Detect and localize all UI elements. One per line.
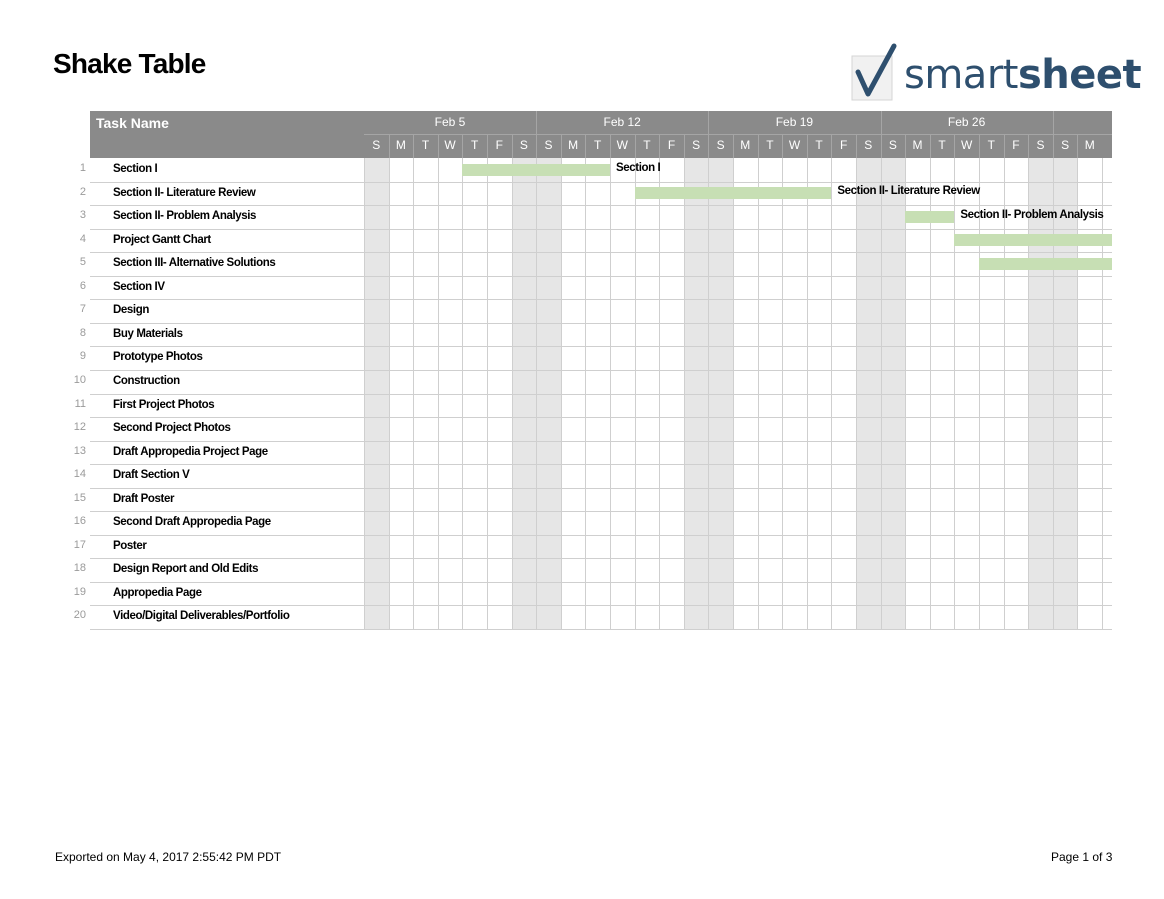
day-letter: T (471, 138, 479, 152)
day-separator (561, 135, 562, 158)
day-separator (487, 135, 488, 158)
day-separator (1004, 135, 1005, 158)
day-letter: M (568, 138, 579, 152)
table-row[interactable] (60, 511, 364, 535)
logo-text-sheet: sheet (1017, 52, 1142, 98)
day-separator (979, 135, 980, 158)
task-name: Project Gantt Chart (113, 233, 211, 246)
row-number: 15 (73, 491, 86, 504)
page-indicator: Page 1 of 3 (1051, 850, 1113, 864)
row-number: 3 (79, 209, 86, 222)
table-row[interactable] (60, 394, 364, 418)
row-number: 9 (79, 350, 86, 363)
table-row[interactable] (60, 205, 364, 229)
day-letter: W (788, 138, 801, 152)
task-name: Draft Poster (113, 492, 175, 505)
task-name: Video/Digital Deliverables/Portfolio (113, 610, 290, 623)
day-letter: T (594, 138, 602, 152)
day-separator (954, 135, 955, 158)
day-letter: T (815, 138, 823, 152)
row-number: 8 (79, 326, 86, 339)
logo-text-smart: smart (904, 52, 1018, 98)
gantt-bar[interactable] (979, 258, 1112, 270)
day-letter: S (519, 138, 528, 152)
day-letter: M (912, 138, 923, 152)
table-row[interactable] (60, 582, 364, 606)
row-number: 4 (79, 232, 86, 245)
table-row[interactable] (60, 535, 364, 559)
week-label: Feb 26 (947, 115, 986, 129)
row-number: 20 (73, 609, 86, 622)
table-row[interactable] (60, 229, 364, 253)
task-name: First Project Photos (113, 398, 215, 411)
table-row[interactable] (60, 252, 364, 276)
week-label: Feb 5 (434, 115, 466, 129)
day-letter: F (840, 138, 848, 152)
day-letter: S (544, 138, 553, 152)
day-letter: S (372, 138, 381, 152)
day-separator (413, 135, 414, 158)
day-letter: M (395, 138, 406, 152)
row-number: 6 (79, 279, 86, 292)
task-name: Buy Materials (113, 327, 183, 340)
day-separator (831, 135, 832, 158)
day-letter: F (667, 138, 676, 152)
row-number: 12 (73, 421, 86, 434)
day-separator (905, 135, 906, 158)
task-name: Section III- Alternative Solutions (113, 257, 276, 270)
day-letter: W (961, 138, 973, 152)
day-letter: F (495, 138, 503, 152)
gantt-bar-label: Section II- Literature Review (837, 185, 980, 198)
day-letter: S (692, 138, 701, 152)
day-letter: T (938, 138, 946, 152)
task-name: Section IV (113, 280, 165, 293)
day-separator (1077, 135, 1078, 158)
day-separator (635, 135, 636, 158)
row-number: 1 (79, 162, 86, 174)
table-row[interactable] (60, 441, 364, 465)
task-name: Prototype Photos (113, 351, 203, 364)
day-separator (758, 135, 759, 158)
row-number: 13 (73, 444, 86, 457)
day-letter: T (987, 138, 995, 152)
table-row[interactable] (60, 558, 364, 582)
task-name: Draft Section V (113, 469, 190, 482)
day-letter: T (421, 138, 430, 152)
day-letter: M (1084, 138, 1095, 152)
task-name: Design (113, 304, 149, 317)
row-number: 5 (79, 256, 86, 269)
day-letter: T (643, 138, 651, 152)
row-number: 16 (73, 515, 86, 528)
day-separator (930, 135, 931, 158)
gantt-bar[interactable] (954, 234, 1112, 246)
day-letter: F (1012, 138, 1020, 152)
task-name: Section I (113, 163, 158, 175)
table-row[interactable] (60, 323, 364, 347)
day-separator (585, 135, 586, 158)
day-letter: S (716, 138, 725, 152)
week-label: Feb 12 (603, 115, 641, 129)
table-row[interactable] (60, 276, 364, 300)
document-title: Shake Table (53, 48, 206, 79)
day-separator (536, 135, 537, 158)
day-letter: S (888, 138, 897, 152)
row-number: 14 (73, 468, 86, 481)
row-number: 11 (74, 397, 86, 410)
day-letter: T (766, 138, 774, 152)
task-name: Construction (113, 374, 180, 387)
day-letter: S (1061, 138, 1070, 152)
table-row[interactable] (60, 370, 364, 394)
day-separator (438, 135, 439, 158)
day-separator (733, 135, 734, 158)
table-row[interactable] (60, 346, 364, 370)
header-divider (364, 134, 1112, 135)
gantt-bar[interactable] (905, 211, 954, 223)
export-timestamp: Exported on May 4, 2017 2:55:42 PM PDT (55, 850, 282, 864)
day-letter: M (740, 138, 751, 152)
task-name: Design Report and Old Edits (113, 563, 259, 576)
task-column-label: Task Name (96, 115, 169, 131)
table-row[interactable] (60, 158, 364, 182)
day-separator (389, 135, 390, 158)
table-row[interactable] (60, 464, 364, 488)
gantt-bar-label: Section I (616, 161, 661, 174)
row-number: 18 (73, 562, 86, 575)
day-separator (708, 135, 709, 158)
task-name: Second Project Photos (113, 422, 231, 435)
row-number: 7 (79, 303, 86, 316)
day-separator (610, 135, 611, 158)
day-letter: S (1036, 138, 1045, 152)
week-label: Feb 19 (775, 115, 814, 129)
gantt-bar[interactable] (635, 187, 832, 199)
day-separator (807, 135, 808, 158)
day-separator (659, 135, 660, 158)
day-separator (1053, 135, 1054, 158)
row-divider (90, 629, 1112, 630)
day-separator (881, 135, 882, 158)
day-separator (1028, 135, 1029, 158)
table-row[interactable] (60, 605, 364, 629)
task-name: Appropedia Page (113, 586, 202, 599)
week-separator (1053, 111, 1054, 134)
day-letter: W (616, 138, 628, 152)
task-name: Poster (113, 539, 147, 552)
day-separator (856, 135, 857, 158)
row-number: 17 (73, 538, 86, 551)
gantt-bar[interactable] (462, 164, 610, 176)
table-row[interactable] (60, 299, 364, 323)
day-separator (684, 135, 685, 158)
day-separator (512, 135, 513, 158)
task-name: Second Draft Appropedia Page (113, 516, 271, 529)
task-name: Section II- Problem Analysis (113, 210, 257, 223)
day-letter: S (864, 138, 873, 152)
day-letter: W (444, 138, 456, 152)
task-name: Section II- Literature Review (113, 186, 256, 199)
table-row[interactable] (60, 417, 364, 441)
table-row[interactable] (60, 488, 364, 512)
row-number: 2 (79, 185, 86, 198)
task-name: Draft Appropedia Project Page (113, 445, 268, 458)
gantt-bar-label: Section II- Problem Analysis (960, 208, 1104, 221)
day-separator (782, 135, 783, 158)
row-number: 10 (73, 373, 86, 386)
timeline-header (364, 111, 1112, 158)
table-row[interactable] (60, 182, 364, 206)
row-number: 19 (73, 585, 86, 598)
day-separator (462, 135, 463, 158)
